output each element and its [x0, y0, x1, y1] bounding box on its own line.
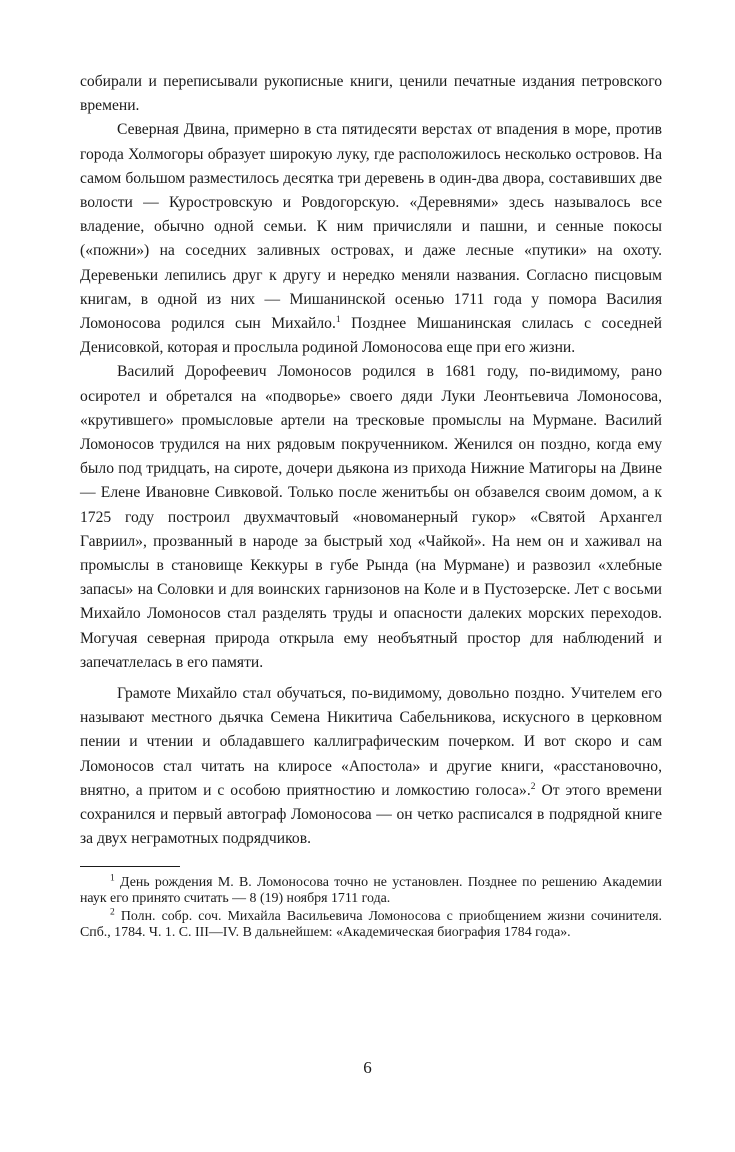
page-number: 6 — [363, 1058, 372, 1077]
footnote-mark-1: 1 — [110, 872, 115, 883]
paragraph-4 — [80, 682, 662, 851]
paragraph-2-text-a: Северная Двина, примерно в ста пятидесяти верстах от впадения в море, против города Холмогоры образует широкую луку, где расположилось несколько островов. На самом большом разместилось десятка три деревень в один-два двора, составивших две волости — Куростровскую и Ровдогорскую. «Деревнями» здесь называлось все владение, обычно одной семьи. К ним причисляли и пашни, и сенные покосы («пожни») на соседних заливных островах, и даже лесные «путики» на охоту. Деревеньки лепились друг к другу и нередко меняли названия. Согласно писцовым книгам, в одной из них — Мишанинской осенью 1711 года у помора Василия Ломоносова родился сын Михайло. — [80, 121, 662, 333]
footnote-1-text: День рождения М. В. Ломоносова точно не установлен. Позднее по решению Академии наук его принято считать — 8 (19) ноября 1711 года. — [80, 874, 662, 906]
paragraph-4-text-b: От этого времени сохранился и первый автограф Ломоносова — он четко расписался в подрядной книге за двух неграмотных подрядчиков. — [80, 781, 662, 848]
footnote-divider — [80, 866, 180, 867]
paragraph-4-text-a: Грамоте Михайло стал обучаться, по-видимому, довольно поздно. Учителем его называют местного дьячка Семена Никитича Сабельникова, искусного в церковном пении и чтении и обладавшего каллиграфическим почерком. И вот скоро и сам Ломоносов стал читать на клиросе «Апостола» и другие книги, «расстановочно, внятно, а притом и с особою приятностию и ломкостию голоса». — [80, 685, 662, 799]
footnote-1 — [80, 872, 662, 907]
paragraph-2-text-b: Позднее Мишанинская слилась с соседней Денисовкой, которая и прослыла родиной Ломоносова еще при его жизни. — [80, 315, 662, 357]
footnote-mark-2: 2 — [110, 907, 115, 918]
footnote-2-text: Полн. собр. соч. Михайла Васильевича Ломоносова с приобщением жизни сочинителя. Спб., 1784. Ч. 1. С. III—IV. В дальнейшем: «Академическая биография 1784 года». — [80, 908, 662, 941]
paragraph-3: Василий Дорофеевич Ломоносов родился в 1681 году, по-видимому, рано осиротел и обретался на «подворье» своего дяди Луки Леонтьевича Ломоносова, «крутившего» промысловые артели на тресковые промыслы на Мурмане. Василий Ломоносов трудился на них рядовым покрученником. Женился он поздно, когда ему было под тридцать, на сироте, дочери дьякона из прихода Нижние Матигоры на Двине — Елене Ивановне Сивковой. Только после женитьбы он обзавелся своим домом, а к 1725 году построил двухмачтовый «новоманерный гукор» «Святой Архангел Гавриил», прозванный в народе за быстрый ход «Чайкой». На нем он и хаживал на промыслы в становище Кеккуры в губе Рында (на Мурмане) и развозил «хлебные запасы» на Соловки и для воинских гарнизонов на Коле и в Пустозерске. Лет с восьми Михайло Ломоносов стал разделять труды и опасности далеких морских переходов. Могучая северная природа открыла ему необъятный простор для наблюдений и запечатлелась в его памяти. — [80, 363, 662, 671]
paragraph-2 — [80, 118, 662, 360]
footnote-2 — [80, 909, 662, 941]
footnotes — [80, 872, 662, 942]
footnote-ref-1: 1 — [335, 314, 341, 325]
page-text — [80, 70, 662, 941]
footnote-ref-2: 2 — [530, 781, 536, 792]
paragraph-1: собирали и переписывали рукописные книги, ценили печатные издания петровского времени. — [80, 73, 662, 115]
